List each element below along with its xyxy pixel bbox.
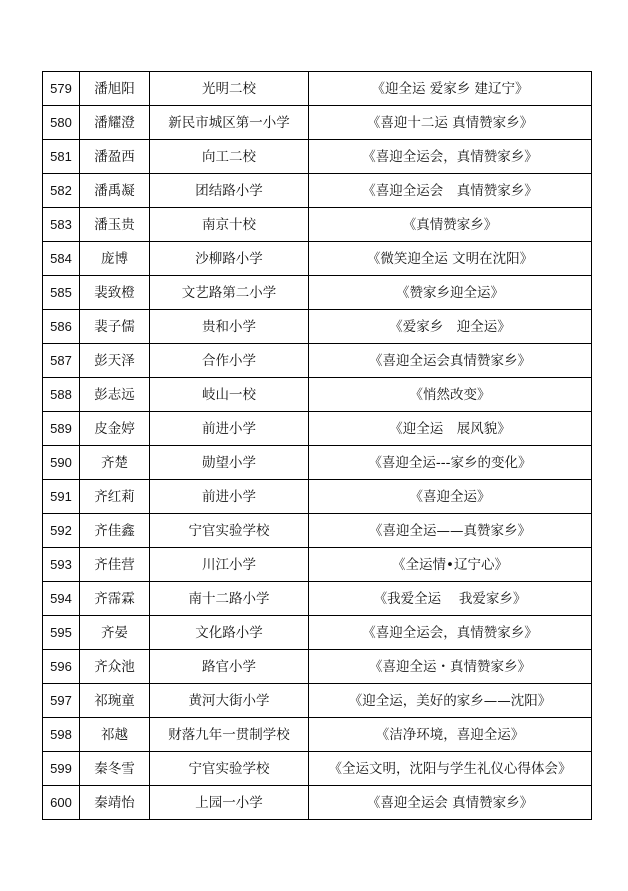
entry-number-cell: 599 <box>43 752 80 786</box>
work-title-cell: 《迎全运，美好的家乡——沈阳》 <box>309 684 592 718</box>
student-name-cell: 祁越 <box>80 718 150 752</box>
entry-number-cell: 597 <box>43 684 80 718</box>
work-title-cell: 《迎全运 展风貌》 <box>309 412 592 446</box>
school-name-cell: 财落九年一贯制学校 <box>150 718 309 752</box>
school-name-cell: 南京十校 <box>150 208 309 242</box>
table-row <box>43 752 592 786</box>
school-name-cell: 宁官实验学校 <box>150 752 309 786</box>
school-name-cell: 前进小学 <box>150 480 309 514</box>
entry-number-cell: 581 <box>43 140 80 174</box>
table-row <box>43 72 592 106</box>
table-row <box>43 242 592 276</box>
table-row <box>43 718 592 752</box>
student-name-cell: 祁琬童 <box>80 684 150 718</box>
table-row <box>43 446 592 480</box>
student-name-cell: 秦靖怡 <box>80 786 150 820</box>
table-row <box>43 174 592 208</box>
school-name-cell: 合作小学 <box>150 344 309 378</box>
roster-sheet <box>42 71 591 820</box>
school-name-cell: 川江小学 <box>150 548 309 582</box>
student-name-cell: 潘禹凝 <box>80 174 150 208</box>
school-name-cell: 上园一小学 <box>150 786 309 820</box>
table-row <box>43 480 592 514</box>
entry-number-cell: 583 <box>43 208 80 242</box>
entry-number-cell: 592 <box>43 514 80 548</box>
work-title-cell: 《喜迎全运会，真情赞家乡》 <box>309 140 592 174</box>
work-title-cell: 《喜迎全运会，真情赞家乡》 <box>309 616 592 650</box>
student-name-cell: 皮金婷 <box>80 412 150 446</box>
entry-number-cell: 596 <box>43 650 80 684</box>
school-name-cell: 黄河大街小学 <box>150 684 309 718</box>
student-name-cell: 裴子儒 <box>80 310 150 344</box>
student-name-cell: 彭天泽 <box>80 344 150 378</box>
table-row <box>43 378 592 412</box>
school-name-cell: 向工二校 <box>150 140 309 174</box>
student-name-cell: 齐红莉 <box>80 480 150 514</box>
school-name-cell: 文化路小学 <box>150 616 309 650</box>
school-name-cell: 宁官实验学校 <box>150 514 309 548</box>
work-title-cell: 《喜迎全运---家乡的变化》 <box>309 446 592 480</box>
student-name-cell: 潘盈西 <box>80 140 150 174</box>
school-name-cell: 新民市城区第一小学 <box>150 106 309 140</box>
student-name-cell: 秦冬雪 <box>80 752 150 786</box>
entry-number-cell: 593 <box>43 548 80 582</box>
table-row <box>43 548 592 582</box>
entry-number-cell: 584 <box>43 242 80 276</box>
table-row <box>43 310 592 344</box>
roster-table-body <box>43 72 592 820</box>
student-name-cell: 齐佳鑫 <box>80 514 150 548</box>
table-row <box>43 616 592 650</box>
student-name-cell: 潘玉贵 <box>80 208 150 242</box>
table-row <box>43 276 592 310</box>
school-name-cell: 团结路小学 <box>150 174 309 208</box>
entry-number-cell: 582 <box>43 174 80 208</box>
student-name-cell: 潘旭阳 <box>80 72 150 106</box>
student-name-cell: 潘耀澄 <box>80 106 150 140</box>
student-name-cell: 齐众池 <box>80 650 150 684</box>
entry-number-cell: 600 <box>43 786 80 820</box>
entry-number-cell: 585 <box>43 276 80 310</box>
entry-number-cell: 590 <box>43 446 80 480</box>
table-row <box>43 208 592 242</box>
work-title-cell: 《全运情•辽宁心》 <box>309 548 592 582</box>
table-row <box>43 786 592 820</box>
student-name-cell: 齐霈霖 <box>80 582 150 616</box>
student-name-cell: 庞博 <box>80 242 150 276</box>
school-name-cell: 路官小学 <box>150 650 309 684</box>
entry-number-cell: 595 <box>43 616 80 650</box>
student-name-cell: 齐晏 <box>80 616 150 650</box>
school-name-cell: 沙柳路小学 <box>150 242 309 276</box>
school-name-cell: 光明二校 <box>150 72 309 106</box>
student-name-cell: 齐楚 <box>80 446 150 480</box>
work-title-cell: 《迎全运 爱家乡 建辽宁》 <box>309 72 592 106</box>
table-row <box>43 514 592 548</box>
entry-number-cell: 579 <box>43 72 80 106</box>
roster-table <box>42 71 592 820</box>
work-title-cell: 《爱家乡 迎全运》 <box>309 310 592 344</box>
school-name-cell: 文艺路第二小学 <box>150 276 309 310</box>
table-row <box>43 140 592 174</box>
work-title-cell: 《喜迎全运》 <box>309 480 592 514</box>
work-title-cell: 《喜迎全运会 真情赞家乡》 <box>309 786 592 820</box>
work-title-cell: 《微笑迎全运 文明在沈阳》 <box>309 242 592 276</box>
entry-number-cell: 587 <box>43 344 80 378</box>
work-title-cell: 《我爱全运 我爱家乡》 <box>309 582 592 616</box>
school-name-cell: 前进小学 <box>150 412 309 446</box>
entry-number-cell: 580 <box>43 106 80 140</box>
work-title-cell: 《喜迎十二运 真情赞家乡》 <box>309 106 592 140</box>
work-title-cell: 《悄然改变》 <box>309 378 592 412</box>
entry-number-cell: 586 <box>43 310 80 344</box>
work-title-cell: 《喜迎全运——真赞家乡》 <box>309 514 592 548</box>
work-title-cell: 《赞家乡迎全运》 <box>309 276 592 310</box>
work-title-cell: 《喜迎全运・真情赞家乡》 <box>309 650 592 684</box>
student-name-cell: 裴致橙 <box>80 276 150 310</box>
table-row <box>43 650 592 684</box>
school-name-cell: 南十二路小学 <box>150 582 309 616</box>
student-name-cell: 彭志远 <box>80 378 150 412</box>
work-title-cell: 《喜迎全运会 真情赞家乡》 <box>309 174 592 208</box>
table-row <box>43 412 592 446</box>
table-row <box>43 684 592 718</box>
entry-number-cell: 589 <box>43 412 80 446</box>
student-name-cell: 齐佳营 <box>80 548 150 582</box>
school-name-cell: 勋望小学 <box>150 446 309 480</box>
school-name-cell: 贵和小学 <box>150 310 309 344</box>
work-title-cell: 《喜迎全运会真情赞家乡》 <box>309 344 592 378</box>
table-row <box>43 344 592 378</box>
table-row <box>43 106 592 140</box>
work-title-cell: 《全运文明，沈阳与学生礼仪心得体会》 <box>309 752 592 786</box>
entry-number-cell: 588 <box>43 378 80 412</box>
school-name-cell: 岐山一校 <box>150 378 309 412</box>
work-title-cell: 《洁净环境，喜迎全运》 <box>309 718 592 752</box>
entry-number-cell: 598 <box>43 718 80 752</box>
entry-number-cell: 594 <box>43 582 80 616</box>
entry-number-cell: 591 <box>43 480 80 514</box>
table-row <box>43 582 592 616</box>
work-title-cell: 《真情赞家乡》 <box>309 208 592 242</box>
